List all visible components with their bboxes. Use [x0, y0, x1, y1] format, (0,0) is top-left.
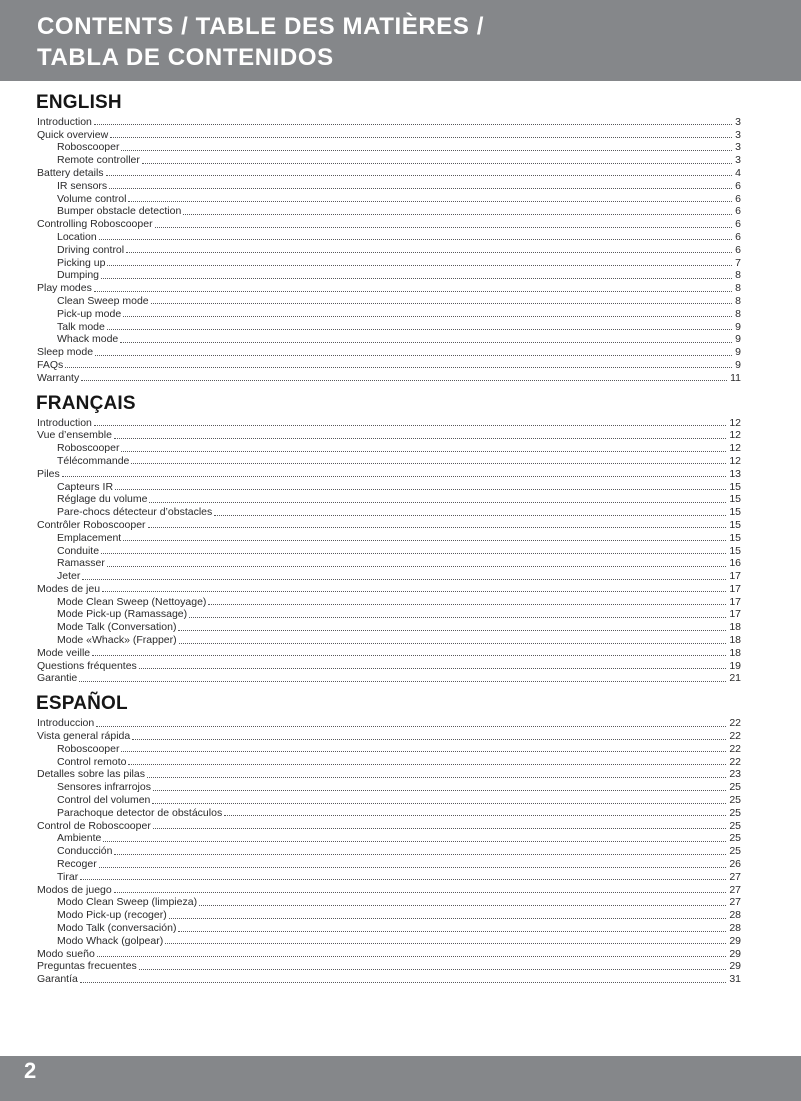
toc-entry — [37, 230, 741, 243]
toc-entry-label: Jeter — [57, 570, 81, 583]
toc-entry-label: Modo sueño — [37, 947, 95, 960]
toc-entry-label: Mode Clean Sweep (Nettoyage) — [57, 595, 207, 608]
toc-entry-page-number: 12 — [729, 429, 741, 442]
toc-section — [37, 394, 741, 685]
toc-dot-leader — [189, 617, 726, 618]
toc-entry-page-number: 25 — [729, 806, 741, 819]
toc-entry-page-number: 25 — [729, 845, 741, 858]
toc-entry — [37, 115, 741, 128]
toc-entry — [37, 883, 741, 896]
toc-dot-leader — [107, 265, 732, 266]
toc-dot-leader — [120, 342, 732, 343]
toc-entry-label: Bumper obstacle detection — [57, 205, 182, 218]
toc-entry — [37, 294, 741, 307]
toc-entry-label: Picking up — [57, 256, 106, 269]
toc-entry-page-number: 21 — [729, 672, 741, 685]
toc-entry-page-number: 22 — [729, 742, 741, 755]
toc-dot-leader — [132, 739, 726, 740]
toc-entry — [37, 633, 741, 646]
toc-entry-label: Clean Sweep mode — [57, 294, 149, 307]
toc-entry — [37, 333, 741, 346]
toc-dot-leader — [214, 515, 726, 516]
toc-entry-page-number: 4 — [735, 166, 741, 179]
toc-entry — [37, 205, 741, 218]
toc-entry-page-number: 22 — [729, 730, 741, 743]
toc-entry — [37, 934, 741, 947]
toc-entry — [37, 281, 741, 294]
toc-entry-page-number: 22 — [729, 755, 741, 768]
toc-entry-page-number: 29 — [729, 947, 741, 960]
toc-dot-leader — [126, 252, 732, 253]
toc-entry-page-number: 7 — [735, 256, 741, 269]
toc-entry — [37, 806, 741, 819]
toc-entry-page-number: 27 — [729, 870, 741, 883]
toc-dot-leader — [81, 380, 727, 381]
toc-dot-leader — [114, 892, 727, 893]
toc-dot-leader — [102, 591, 726, 592]
toc-entry — [37, 947, 741, 960]
toc-entry — [37, 832, 741, 845]
toc-entry-page-number: 3 — [735, 141, 741, 154]
toc-entry-label: Tirar — [57, 870, 79, 883]
toc-dot-leader — [95, 355, 732, 356]
toc-entry — [37, 595, 741, 608]
toc-entry-label: Talk mode — [57, 320, 105, 333]
toc-dot-leader — [121, 150, 732, 151]
toc-dot-leader — [110, 137, 732, 138]
toc-entry — [37, 768, 741, 781]
toc-entry-page-number: 29 — [729, 934, 741, 947]
toc-dot-leader — [94, 425, 726, 426]
toc-entry-page-number: 12 — [729, 454, 741, 467]
toc-entry — [37, 493, 741, 506]
toc-dot-leader — [148, 527, 727, 528]
toc-content — [37, 81, 741, 985]
toc-entry — [37, 416, 741, 429]
toc-entry-label: Piles — [37, 467, 60, 480]
page-header-banner — [0, 0, 801, 81]
toc-entry-label: Control de Roboscooper — [37, 819, 151, 832]
toc-dot-leader — [99, 239, 732, 240]
toc-entry-label: Sleep mode — [37, 346, 94, 359]
toc-entry-label: Whack mode — [57, 333, 119, 346]
toc-entry-page-number: 22 — [729, 717, 741, 730]
toc-entry-label: Introduccion — [37, 717, 95, 730]
toc-dot-leader — [92, 655, 726, 656]
toc-entry-page-number: 8 — [735, 282, 741, 295]
toc-dot-leader — [131, 463, 726, 464]
toc-dot-leader — [147, 777, 726, 778]
toc-dot-leader — [94, 124, 732, 125]
toc-dot-leader — [178, 630, 726, 631]
toc-entry-label: Conduite — [57, 544, 100, 557]
toc-entry-page-number: 25 — [729, 794, 741, 807]
toc-entry-page-number: 18 — [729, 646, 741, 659]
toc-dot-leader — [80, 982, 726, 983]
toc-entry — [37, 557, 741, 570]
toc-dot-leader — [139, 668, 727, 669]
page-title-line2: TABLA DE CONTENIDOS — [37, 44, 334, 71]
toc-dot-leader — [101, 553, 726, 554]
toc-entry-label: Control del volumen — [57, 794, 151, 807]
toc-entry-label: IR sensors — [57, 179, 108, 192]
toc-entry — [37, 153, 741, 166]
toc-entry-label: Modo Whack (golpear) — [57, 934, 164, 947]
toc-entry-page-number: 15 — [729, 480, 741, 493]
toc-dot-leader — [107, 329, 732, 330]
toc-entry — [37, 870, 741, 883]
toc-dot-leader — [97, 956, 727, 957]
toc-entry-page-number: 25 — [729, 819, 741, 832]
toc-entry-page-number: 19 — [729, 659, 741, 672]
toc-entry — [37, 480, 741, 493]
toc-entry-label: Questions fréquentes — [37, 659, 137, 672]
toc-entry — [37, 217, 741, 230]
toc-entry — [37, 429, 741, 442]
toc-entry-label: Roboscooper — [57, 442, 120, 455]
toc-entry-label: Conducción — [57, 845, 113, 858]
toc-entry — [37, 908, 741, 921]
toc-dot-leader — [107, 566, 726, 567]
toc-entry-page-number: 17 — [729, 595, 741, 608]
toc-entry-page-number: 12 — [729, 442, 741, 455]
toc-entry-label: Roboscooper — [57, 141, 120, 154]
toc-entry-label: Modo Clean Sweep (limpieza) — [57, 896, 198, 909]
toc-entry-label: Play modes — [37, 282, 92, 295]
toc-entry-label: Remote controller — [57, 154, 140, 167]
toc-dot-leader — [114, 854, 726, 855]
toc-entry-page-number: 6 — [735, 230, 741, 243]
toc-entry — [37, 269, 741, 282]
toc-entry-page-number: 9 — [735, 358, 741, 371]
toc-entry — [37, 256, 741, 269]
toc-entry-label: Vue d’ensemble — [37, 429, 112, 442]
toc-entry-label: Warranty — [37, 371, 80, 384]
toc-entry-label: Location — [57, 230, 97, 243]
toc-entry-page-number: 6 — [735, 243, 741, 256]
toc-entry-label: Pick-up mode — [57, 307, 122, 320]
toc-dot-leader — [142, 163, 732, 164]
toc-entry-label: Mode Pick-up (Ramassage) — [57, 608, 188, 621]
toc-entry-page-number: 3 — [735, 128, 741, 141]
toc-entry — [37, 646, 741, 659]
toc-entry-page-number: 12 — [729, 416, 741, 429]
toc-dot-leader — [224, 815, 726, 816]
toc-dot-leader — [139, 969, 727, 970]
toc-dot-leader — [153, 828, 726, 829]
toc-entry — [37, 672, 741, 685]
toc-dot-leader — [121, 751, 726, 752]
toc-entry-page-number: 11 — [730, 371, 741, 384]
toc-entry-label: Recoger — [57, 858, 97, 871]
toc-dot-leader — [183, 214, 732, 215]
toc-dot-leader — [165, 943, 726, 944]
toc-entry — [37, 518, 741, 531]
toc-entry-page-number: 9 — [735, 333, 741, 346]
toc-entry-page-number: 6 — [735, 192, 741, 205]
toc-entry-page-number: 18 — [729, 634, 741, 647]
toc-entry-page-number: 27 — [729, 896, 741, 909]
toc-dot-leader — [101, 278, 732, 279]
toc-entry-page-number: 15 — [729, 518, 741, 531]
toc-dot-leader — [109, 188, 732, 189]
toc-entry — [37, 320, 741, 333]
toc-dot-leader — [128, 201, 732, 202]
toc-entry — [37, 659, 741, 672]
toc-entry — [37, 141, 741, 154]
toc-entry-label: Mode «Whack» (Frapper) — [57, 634, 177, 647]
toc-entry-page-number: 9 — [735, 320, 741, 333]
toc-entry-label: Driving control — [57, 243, 125, 256]
toc-entry — [37, 531, 741, 544]
toc-entry — [37, 972, 741, 985]
toc-dot-leader — [153, 790, 726, 791]
toc-entry-page-number: 15 — [729, 544, 741, 557]
toc-entry — [37, 454, 741, 467]
toc-dot-leader — [199, 905, 726, 906]
toc-entry — [37, 729, 741, 742]
toc-entry — [37, 179, 741, 192]
toc-entry — [37, 921, 741, 934]
toc-entry-label: Modo Pick-up (recoger) — [57, 909, 167, 922]
toc-entry-label: Modos de juego — [37, 883, 112, 896]
toc-dot-leader — [169, 918, 727, 919]
toc-dot-leader — [114, 438, 726, 439]
toc-entry-label: Ambiente — [57, 832, 102, 845]
toc-entry-page-number: 18 — [729, 621, 741, 634]
toc-entry-label: Quick overview — [37, 128, 109, 141]
toc-entry-label: Modes de jeu — [37, 582, 101, 595]
toc-entry-page-number: 25 — [729, 832, 741, 845]
toc-entry-page-number: 25 — [729, 781, 741, 794]
toc-entry-label: Sensores infrarrojos — [57, 781, 151, 794]
toc-entry-label: Contrôler Roboscooper — [37, 518, 146, 531]
toc-entry-page-number: 6 — [735, 179, 741, 192]
toc-section-heading: FRANÇAIS — [36, 392, 136, 414]
toc-entry — [37, 128, 741, 141]
toc-dot-leader — [123, 316, 732, 317]
toc-entry-page-number: 15 — [729, 506, 741, 519]
toc-entry — [37, 371, 741, 384]
toc-dot-leader — [149, 502, 726, 503]
toc-entry — [37, 582, 741, 595]
toc-dot-leader — [62, 476, 727, 477]
toc-entry-label: Control remoto — [57, 755, 127, 768]
toc-dot-leader — [94, 291, 732, 292]
toc-entry-label: Modo Talk (conversación) — [57, 922, 177, 935]
toc-dot-leader — [80, 879, 726, 880]
toc-entry-label: Preguntas frecuentes — [37, 960, 137, 973]
toc-entry — [37, 780, 741, 793]
toc-entry-page-number: 26 — [729, 858, 741, 871]
toc-entry-page-number: 8 — [735, 294, 741, 307]
toc-entry-page-number: 15 — [729, 493, 741, 506]
toc-entry-label: Télécommande — [57, 454, 130, 467]
toc-entry-label: Pare-chocs détecteur d’obstacles — [57, 506, 213, 519]
toc-entry — [37, 441, 741, 454]
toc-entry — [37, 166, 741, 179]
toc-section-heading: ENGLISH — [36, 92, 122, 113]
toc-dot-leader — [82, 579, 726, 580]
toc-dot-leader — [121, 451, 726, 452]
toc-entry-label: Capteurs IR — [57, 480, 114, 493]
toc-dot-leader — [103, 841, 726, 842]
toc-entry-page-number: 6 — [735, 218, 741, 231]
toc-entry-label: Introduction — [37, 115, 92, 128]
toc-entry-page-number: 9 — [735, 346, 741, 359]
toc-entry-page-number: 15 — [729, 531, 741, 544]
toc-entry-page-number: 23 — [729, 768, 741, 781]
toc-entry-label: Garantía — [37, 973, 78, 986]
toc-entry-label: Vista general rápida — [37, 730, 131, 743]
toc-dot-leader — [208, 604, 726, 605]
toc-entry — [37, 620, 741, 633]
toc-entry-label: Garantie — [37, 672, 78, 685]
toc-entry-page-number: 28 — [729, 922, 741, 935]
toc-dot-leader — [155, 227, 733, 228]
toc-entry-label: Emplacement — [57, 531, 122, 544]
toc-entry-page-number: 3 — [735, 154, 741, 167]
toc-entry — [37, 243, 741, 256]
toc-dot-leader — [96, 726, 726, 727]
toc-entry-page-number: 8 — [735, 269, 741, 282]
toc-dot-leader — [178, 931, 726, 932]
toc-dot-leader — [65, 367, 732, 368]
toc-entry-page-number: 28 — [729, 909, 741, 922]
toc-entry-page-number: 17 — [729, 608, 741, 621]
toc-entry — [37, 960, 741, 973]
toc-entry-label: Dumping — [57, 269, 100, 282]
toc-entry-page-number: 17 — [729, 582, 741, 595]
toc-entry — [37, 307, 741, 320]
page-title: CONTENTS / TABLE DES MATIÈRES / — [37, 13, 485, 40]
toc-dot-leader — [106, 175, 733, 176]
toc-dot-leader — [99, 867, 727, 868]
toc-entry — [37, 857, 741, 870]
toc-entry — [37, 544, 741, 557]
page-footer-banner — [0, 1056, 801, 1101]
toc-entry — [37, 345, 741, 358]
toc-dot-leader — [152, 803, 726, 804]
toc-entry — [37, 358, 741, 371]
toc-dot-leader — [151, 303, 733, 304]
toc-section — [37, 93, 741, 384]
toc-entry-page-number: 6 — [735, 205, 741, 218]
toc-entry — [37, 742, 741, 755]
toc-entry-label: Réglage du volume — [57, 493, 148, 506]
toc-entry-page-number: 13 — [729, 467, 741, 480]
toc-dot-leader — [79, 681, 726, 682]
toc-entry-page-number: 8 — [735, 307, 741, 320]
toc-entry-label: FAQs — [37, 358, 64, 371]
toc-entry-label: Mode Talk (Conversation) — [57, 621, 177, 634]
toc-entry-label: Ramasser — [57, 557, 105, 570]
toc-entry — [37, 505, 741, 518]
toc-entry-label: Mode veille — [37, 646, 91, 659]
toc-entry-label: Detalles sobre las pilas — [37, 768, 145, 781]
toc-entry — [37, 467, 741, 480]
toc-entry — [37, 755, 741, 768]
toc-entry-label: Volume control — [57, 192, 127, 205]
toc-entry-label: Introduction — [37, 416, 92, 429]
toc-entry — [37, 608, 741, 621]
toc-entry-page-number: 29 — [729, 960, 741, 973]
toc-dot-leader — [179, 643, 727, 644]
toc-entry — [37, 793, 741, 806]
toc-entry-label: Parachoque detector de obstáculos — [57, 806, 223, 819]
toc-entry-page-number: 17 — [729, 570, 741, 583]
toc-entry — [37, 192, 741, 205]
toc-entry — [37, 844, 741, 857]
toc-entry — [37, 896, 741, 909]
toc-entry-page-number: 27 — [729, 883, 741, 896]
toc-entry-page-number: 16 — [729, 557, 741, 570]
toc-dot-leader — [128, 764, 726, 765]
toc-section — [37, 694, 741, 985]
toc-entry-label: Roboscooper — [57, 742, 120, 755]
toc-dot-leader — [115, 489, 726, 490]
toc-entry — [37, 716, 741, 729]
toc-entry-label: Battery details — [37, 166, 104, 179]
toc-entry — [37, 569, 741, 582]
footer-page-number: 2 — [24, 1058, 37, 1083]
toc-entry-page-number: 31 — [729, 973, 741, 986]
toc-entry — [37, 819, 741, 832]
toc-entry-page-number: 3 — [735, 115, 741, 128]
toc-dot-leader — [123, 540, 726, 541]
toc-section-heading: ESPAÑOL — [36, 693, 128, 715]
toc-entry-label: Controlling Roboscooper — [37, 218, 153, 231]
